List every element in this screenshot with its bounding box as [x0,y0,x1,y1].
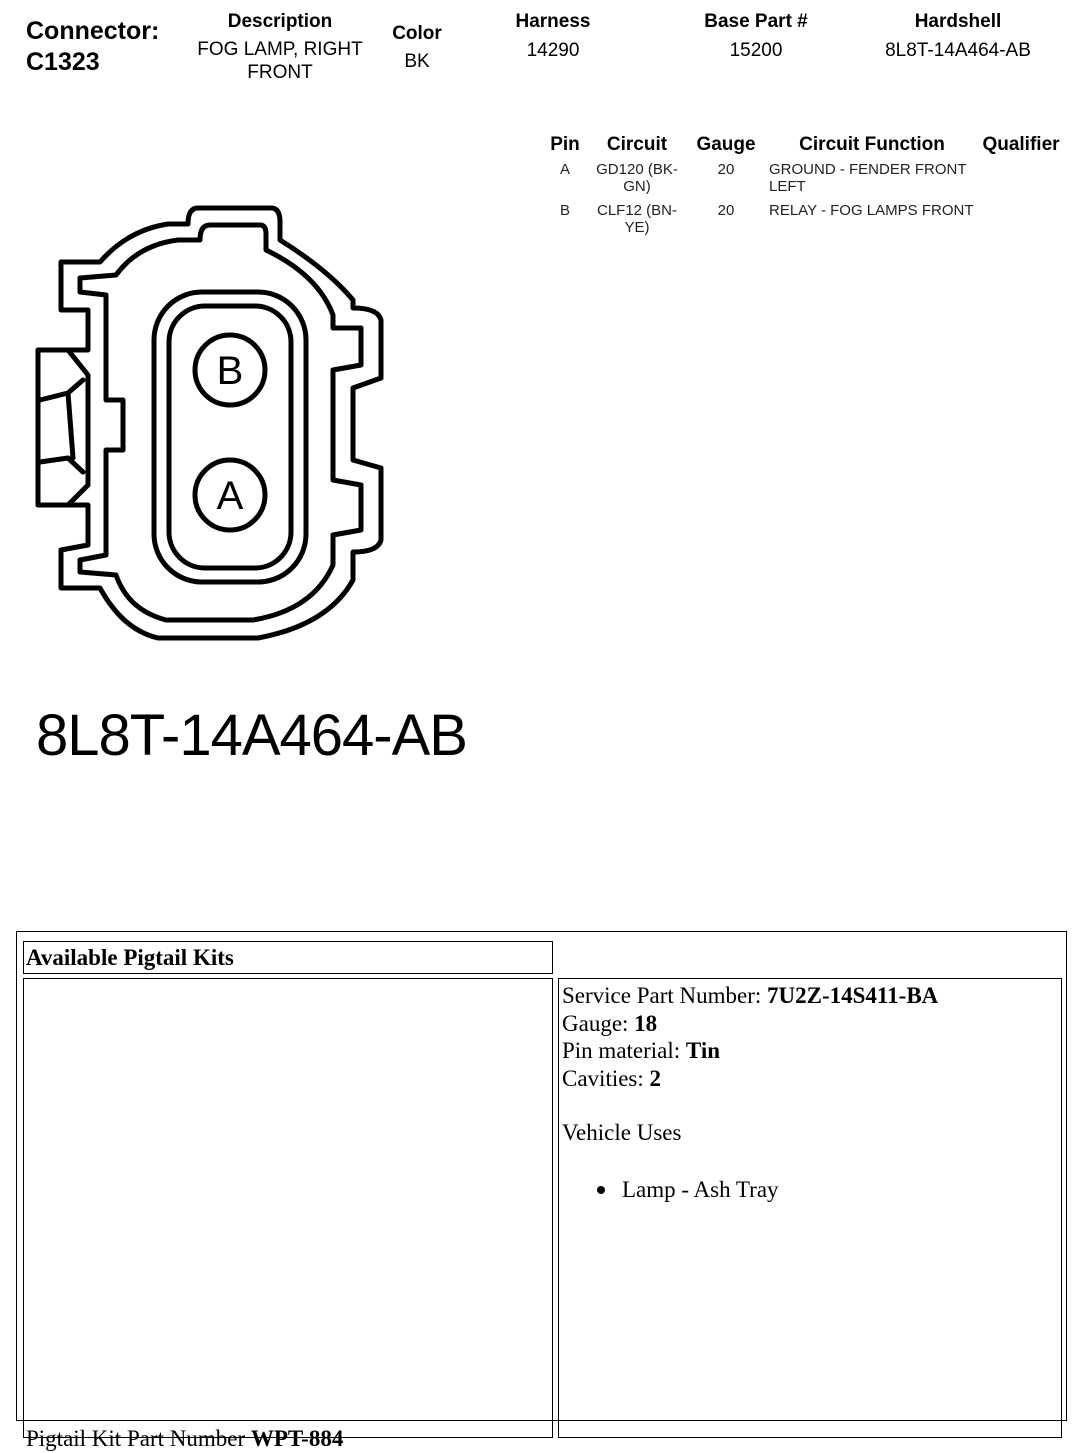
description-value: FOG LAMP, RIGHT FRONT [197,39,363,83]
base-part-heading: Base Part # [704,11,808,32]
gauge-column-header: Gauge [696,134,756,155]
pigtail-kit-details [558,978,1062,1438]
qualifier-column-header: Qualifier [982,134,1060,155]
color-column [378,22,456,73]
color-value: BK [404,51,430,72]
gauge-line [562,1010,1061,1038]
table-row [542,202,1067,243]
pin-column-header: Pin [550,134,580,155]
pin-table [542,134,1072,243]
description-column [180,10,380,84]
pigtail-kit-part-number [26,1425,343,1453]
table-row [542,161,1067,202]
connector-face-diagram [28,200,388,645]
circuit-function-column-header: Circuit Function [799,134,945,155]
pigtail-kits-title: Available Pigtail Kits [23,941,553,974]
cavities-value: 2 [649,1065,662,1091]
gauge-label: Gauge: [562,1010,629,1036]
connector-inner-shell [80,225,361,620]
cavities-line [562,1065,1061,1093]
vehicle-uses-list [562,1176,1061,1204]
pigtail-kits-panel [16,931,1067,1451]
color-heading: Color [392,23,442,44]
pin-material-label: Pin material: [562,1038,681,1063]
gauge-value: 18 [634,1010,658,1036]
harness-value: 14290 [526,40,580,61]
service-part-value: 7U2Z-14S411-BA [767,983,939,1008]
connector-header [0,8,1083,98]
connector-label: Connector: [26,17,160,45]
harness-column [493,10,613,62]
pin-cell: B [559,202,570,219]
vehicle-uses-heading: Vehicle Uses [562,1120,682,1145]
description-heading: Description [227,11,333,32]
connector-latch [38,350,88,505]
cavities-label: Cavities: [562,1065,644,1091]
pin-material-value: Tin [685,1038,721,1063]
vehicle-use-text: Lamp - Ash Tray [622,1176,779,1202]
pin-material-line [562,1037,1061,1065]
qualifier-cell [975,202,1067,243]
hardshell-value: 8L8T-14A464-AB [885,40,1031,61]
pin-a-label: A [216,474,244,518]
qualifier-cell [975,161,1067,202]
pin-b-label: B [216,349,244,393]
list-item [562,1176,1061,1204]
gauge-cell: 20 [717,202,735,219]
pin-cell: A [559,161,570,178]
kit-part-value: WPT-884 [250,1426,344,1451]
circuit-function-cell: GROUND - FENDER FRONT LEFT [769,161,967,195]
connector-latch-detail [40,380,83,472]
hardshell-column [858,10,1058,62]
circuit-cell: CLF12 (BN-YE) [596,202,678,236]
service-part-label: Service Part Number: [562,983,762,1008]
base-part-column [686,10,826,62]
kit-part-label: Pigtail Kit Part Number [26,1426,246,1451]
circuit-function-cell: RELAY - FOG LAMPS FRONT [769,202,974,219]
circuit-cell: GD120 (BK-GN) [596,161,678,195]
connector-id: C1323 [26,48,100,76]
gauge-cell: 20 [717,161,735,178]
connector-title [26,16,159,78]
pigtail-kit-image-cell [23,978,553,1451]
service-part-line [562,982,1061,1010]
base-part-value: 15200 [729,40,783,61]
harness-heading: Harness [515,11,591,32]
circuit-column-header: Circuit [606,134,668,155]
pin-table-header [542,134,1067,161]
hardshell-heading: Hardshell [914,11,1002,32]
bullet-icon [597,1186,605,1194]
drawing-part-number: 8L8T-14A464-AB [36,703,467,768]
connector-outline-svg [28,200,388,645]
